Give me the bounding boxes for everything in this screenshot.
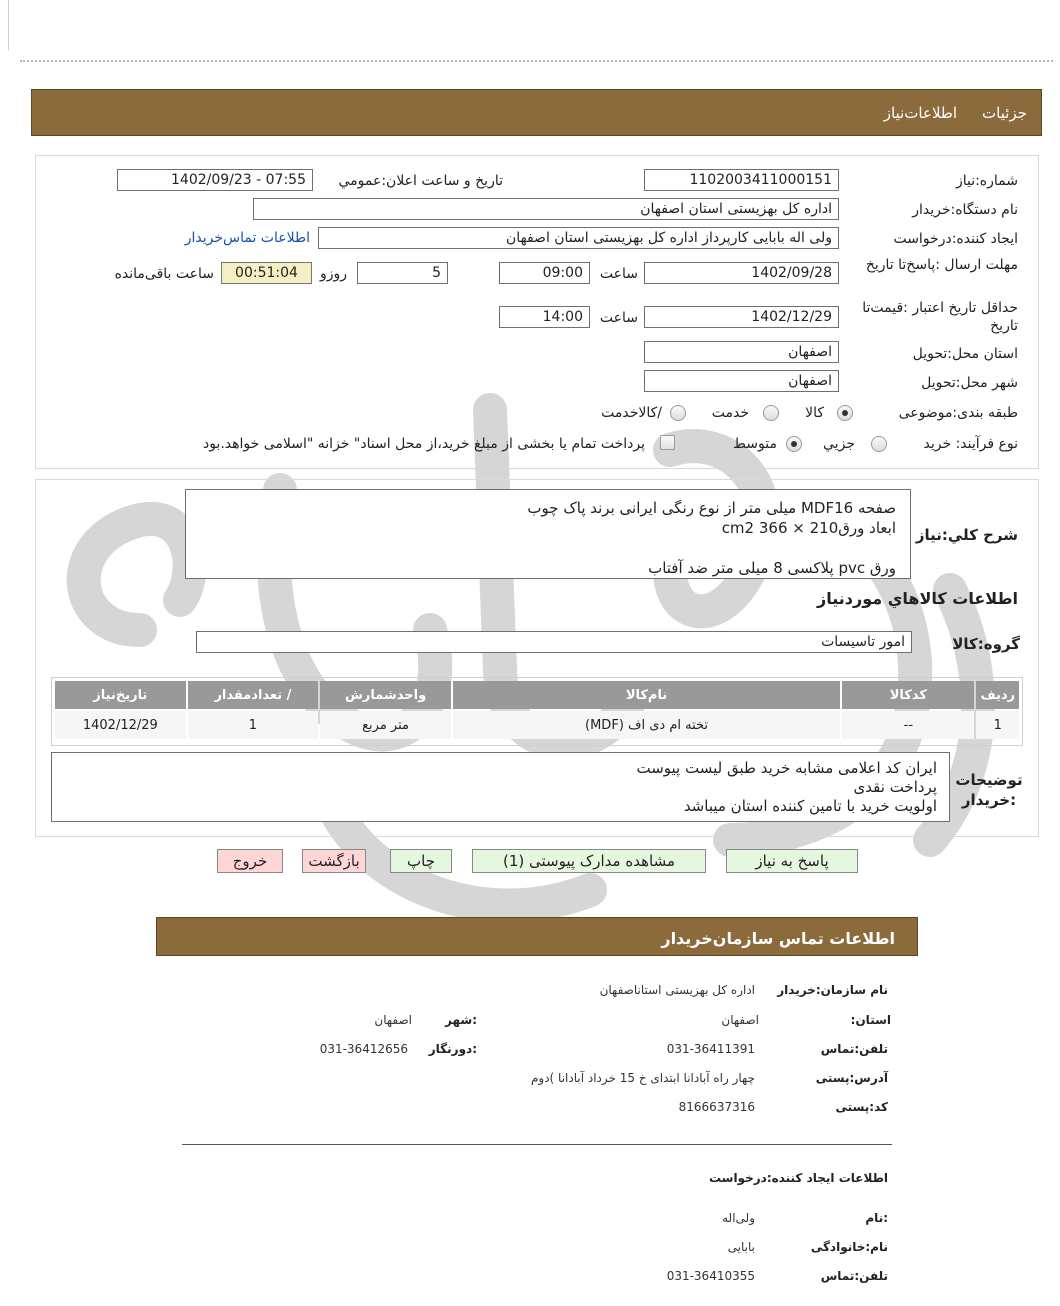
- need-number-label: شماره:نیاز: [955, 173, 1018, 189]
- fax-value: 031-36412656: [319, 1042, 408, 1056]
- dotted-separator: [20, 60, 1053, 62]
- category-goods-radio[interactable]: [837, 405, 853, 421]
- col-unit: واحدشمارش: [320, 681, 451, 709]
- description-line-3: [200, 538, 896, 558]
- tab-need-info[interactable]: اطلاعات‌نیاز: [883, 104, 957, 122]
- validity-date-field[interactable]: 1402/12/29: [644, 306, 839, 328]
- creator-label: ایجاد کننده:درخواست: [893, 231, 1018, 247]
- treasury-payment-checkbox[interactable]: [660, 435, 675, 450]
- col-need-date: تاریخ‌نیاز: [55, 681, 186, 709]
- notes-line-1: ایران کد اعلامی مشابه خرید طبق لیست پیوست: [636, 759, 937, 777]
- treasury-payment-label: پرداخت تمام یا بخشی از مبلغ خرید،از محل اسناد" خزانه "اسلامی خواهد.بود: [202, 436, 645, 452]
- city-info-value: اصفهان: [374, 1013, 412, 1027]
- tab-details[interactable]: جزئیات: [982, 104, 1027, 122]
- view-attachments-button[interactable]: مشاهده مدارک پیوستی (1): [472, 849, 706, 873]
- buyer-contact-link[interactable]: اطلاعات تماس‌خریدار: [184, 230, 310, 246]
- goods-group-label: گروه:کالا: [952, 635, 1020, 653]
- print-button[interactable]: چاپ: [390, 849, 452, 873]
- required-goods-title: اطلاعات کالاهاي موردنیاز: [817, 589, 1018, 608]
- tab-header: [31, 89, 1042, 136]
- remaining-time-field: 00:51:04: [221, 262, 312, 284]
- province-info-value: اصفهان: [721, 1013, 759, 1027]
- category-goods-label: کالا: [805, 405, 824, 421]
- creator-phone-value: 031-36410355: [666, 1269, 755, 1283]
- reply-button[interactable]: پاسخ به نیاز: [726, 849, 858, 873]
- city-field[interactable]: اصفهان: [644, 370, 839, 392]
- deadline-time-field[interactable]: 09:00: [499, 262, 590, 284]
- need-number-field[interactable]: 1102003411000151: [644, 169, 839, 191]
- contact-divider: [182, 1144, 892, 1145]
- description-line-4: ورق pvc پلاکسی 8 میلی متر ضد آفتاب: [648, 559, 896, 577]
- col-row-number: ردیف: [976, 681, 1019, 709]
- description-line-2: ابعاد ورق210 × 366 cm2: [721, 519, 896, 537]
- cell-item-code: --: [842, 711, 974, 739]
- general-description-box: [185, 489, 911, 579]
- category-goods-service-radio[interactable]: [670, 405, 686, 421]
- col-item-name: نام‌کالا: [453, 681, 840, 709]
- page-frame-edge: [8, 0, 9, 50]
- buyer-org-field[interactable]: اداره کل بهزیستی استان اصفهان: [253, 198, 839, 220]
- buyer-notes-label: توضیحات :خریدار: [955, 771, 1023, 809]
- process-minor-radio[interactable]: [871, 436, 887, 452]
- table-row[interactable]: [55, 711, 1019, 739]
- validity-time-label: ساعت: [599, 310, 638, 326]
- creator-phone-label: تلفن:تماس: [820, 1269, 888, 1283]
- description-line-1: صفحه MDF16 میلی متر از نوع رنگی ایرانی برند پاک چوب: [527, 499, 896, 517]
- process-medium-radio[interactable]: [786, 436, 802, 452]
- deadline-date-field[interactable]: 1402/09/28: [644, 262, 839, 284]
- notes-line-3: اولویت خرید با تامین کننده استان میباشد: [683, 797, 937, 815]
- col-quantity: / تعدادمقدار: [188, 681, 319, 709]
- province-label: استان محل:تحویل: [912, 346, 1018, 362]
- buyer-contact-title: اطلاعات تماس سازمان‌خریدار: [661, 929, 895, 948]
- process-minor-label: جزيي: [823, 436, 855, 452]
- deadline-time-label: ساعت: [599, 266, 638, 282]
- process-type-label: نوع فرآیند: خرید: [923, 436, 1018, 452]
- deadline-label: مهلت ارسال :پاسخ‌تا تاریخ: [865, 257, 1018, 273]
- validity-label: حداقل تاریخ اعتبار :قیمت‌تا تاریخ: [862, 300, 1018, 334]
- days-field[interactable]: 5: [357, 262, 448, 284]
- cell-need-date: 1402/12/29: [55, 711, 186, 739]
- notes-line-2: پرداخت نقدی: [853, 778, 937, 796]
- category-service-label: خدمت: [711, 405, 749, 421]
- city-info-label: :شهر: [445, 1013, 477, 1027]
- creator-info-title: اطلاعات ایجاد کننده:درخواست: [708, 1171, 888, 1185]
- col-item-code: کدکالا: [842, 681, 974, 709]
- province-field[interactable]: اصفهان: [644, 341, 839, 363]
- category-label: طبقه بندی:موضوعی: [898, 405, 1018, 421]
- category-service-radio[interactable]: [763, 405, 779, 421]
- org-name-value: اداره کل بهزیستی استاناصفهان: [599, 983, 755, 997]
- goods-group-field[interactable]: امور تاسیسات: [196, 631, 912, 653]
- cell-unit: متر مربع: [320, 711, 451, 739]
- fax-label: :دورنگار: [428, 1042, 477, 1056]
- goods-table: [53, 679, 1021, 741]
- postal-code-label: کد:پستی: [835, 1100, 888, 1114]
- category-goods-service-label: /کالاخدمت: [601, 405, 662, 421]
- address-label: آدرس:پستی: [815, 1071, 888, 1085]
- first-name-value: ولی‌اله: [722, 1211, 755, 1225]
- cell-quantity: 1: [188, 711, 319, 739]
- creator-field[interactable]: ولی اله بابایی کارپرداز اداره کل بهزیستی استان اصفهان: [318, 227, 839, 249]
- address-value: چهار راه آبادانا ابتدای خ 15 خرداد آبادانا )دوم: [530, 1071, 755, 1085]
- general-description-label: شرح کلي:نیاز: [915, 526, 1018, 544]
- org-name-label: نام سازمان:خریدار: [777, 983, 888, 997]
- goods-table-header: [55, 681, 1019, 709]
- phone-value: 031-36411391: [666, 1042, 755, 1056]
- buyer-notes-box: [51, 752, 950, 822]
- buyer-org-label: نام دستگاه:خریدار: [912, 202, 1018, 218]
- back-button[interactable]: بازگشت: [302, 849, 366, 873]
- last-name-value: بابایی: [727, 1240, 755, 1254]
- validity-time-field[interactable]: 14:00: [499, 306, 590, 328]
- days-label: روزو: [319, 266, 347, 282]
- last-name-label: نام:خانوادگی: [810, 1240, 888, 1254]
- buyer-contact-header: [156, 917, 918, 956]
- announce-datetime-field[interactable]: 1402/09/23 - 07:55: [117, 169, 313, 191]
- announce-datetime-label: تاریخ و ساعت اعلان:عمومي: [338, 173, 503, 189]
- remaining-time-label: ساعت باقی‌مانده: [114, 266, 214, 282]
- process-medium-label: متوسط: [733, 436, 777, 452]
- phone-label: تلفن:تماس: [820, 1042, 888, 1056]
- cell-item-name: تخته ام دی اف (MDF): [453, 711, 840, 739]
- first-name-label: :نام: [865, 1211, 888, 1225]
- city-label: شهر محل:تحویل: [921, 375, 1018, 391]
- province-info-label: استان:: [850, 1013, 891, 1027]
- postal-code-value: 8166637316: [678, 1100, 755, 1114]
- cell-row-number: 1: [976, 711, 1019, 739]
- exit-button[interactable]: خروج: [217, 849, 283, 873]
